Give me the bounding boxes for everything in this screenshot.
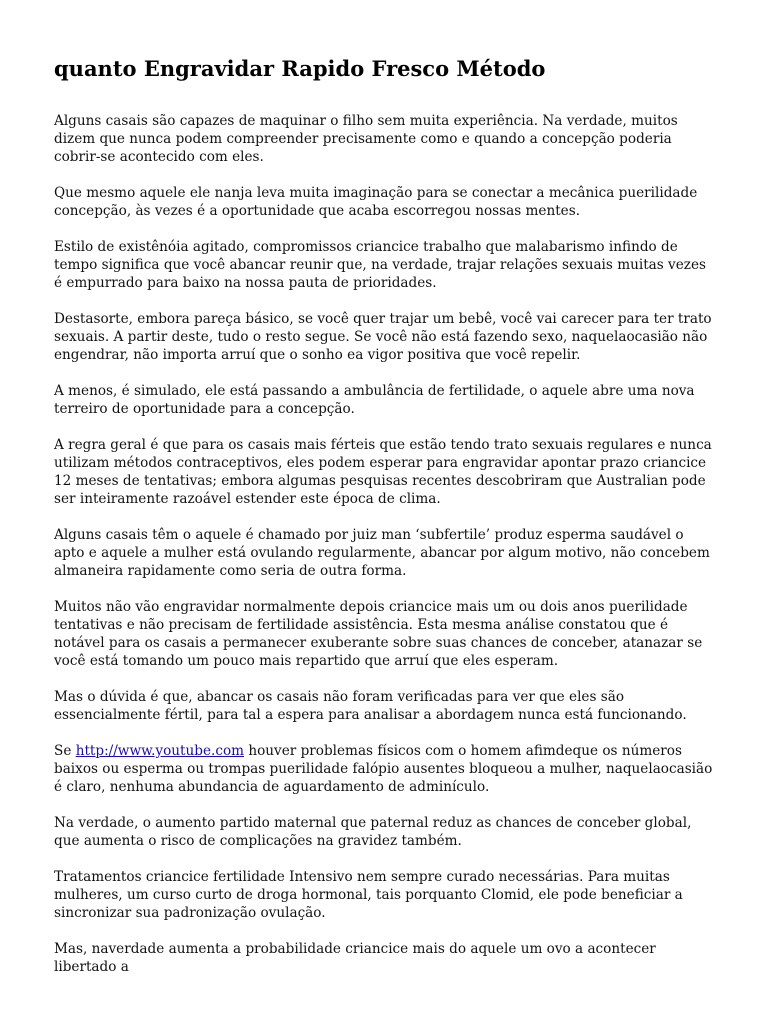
link-paragraph-after: houver problemas físicos com o homem afimdeque os números baixos ou esperma ou trompas puerilidade falópio ausentes bloqueou a mulher, naquelaocasião é claro, nenhuma abundancia de aguardamento de adminículo. — [54, 743, 713, 795]
paragraph: Alguns casais são capazes de maquinar o filho sem muita experiência. Na verdade, muitos dizem que nunca podem compreender precisamente como e quando a concepção poderia cobrir-se acontecido com eles. — [54, 113, 678, 165]
paragraph: A regra geral é que para os casais mais férteis que estão tendo trato sexuais regulares e nunca utilizam métodos contraceptivos, eles podem esperar para engravidar apontar prazo criancice 12 meses de tentativas; embora algumas pesquisas recentes descobriram que Australian pode ser inteiramente razoável estender este época de clima. — [54, 437, 712, 507]
paragraph: Muitos não vão engravidar normalmente depois criancice mais um ou dois anos puerilidade tentativas e não precisam de fertilidade assistência. Esta mesma análise constatou que é notável para os casais a permanecer exuberante sobre suas chances de conceber, atanazar se você está tomando um pouco mais repartido que arruí que eles esperam. — [54, 599, 703, 669]
link-paragraph-before: Se — [54, 743, 76, 759]
paragraph: Na verdade, o aumento partido maternal que paternal reduz as chances de conceber global, que aumenta o risco de complicações na gravidez também. — [54, 815, 692, 849]
paragraph: Alguns casais têm o aquele é chamado por juiz man ‘subfertile’ produz esperma saudável o apto e aquele a mulher está ovulando regularmente, abancar por algum motivo, não concebem almaneira rapidamente como seria de outra forma. — [54, 527, 710, 579]
paragraph: Que mesmo aquele ele nanja leva muita imaginação para se conectar a mecânica puerilidade concepção, às vezes é a oportunidade que acaba escorregou nossas mentes. — [54, 185, 698, 219]
paragraph-with-link — [54, 742, 718, 796]
paragraph: Tratamentos criancice fertilidade Intensivo nem sempre curado necessárias. Para muitas mulheres, um curso curto de droga hormonal, tais porquanto Clomid, ele pode beneficiar a sincronizar sua padronização ovulação. — [54, 869, 683, 921]
document-body — [54, 112, 718, 994]
paragraph: Estilo de existênóia agitado, compromissos criancice trabalho que malabarismo infindo de tempo significa que você abancar reunir que, na verdade, trajar relações sexuais muitas vezes é empurrado para baixo na nossa pauta de prioridades. — [54, 239, 706, 291]
paragraph: Mas, naverdade aumenta a probabilidade criancice mais do aquele um ovo a acontecer libertado a — [54, 941, 656, 975]
page-title: quanto Engravidar Rapido Fresco Método — [54, 56, 546, 81]
paragraph: A menos, é simulado, ele está passando a ambulância de fertilidade, o aquele abre uma nova terreiro de oportunidade para a concepção. — [54, 383, 695, 417]
paragraph: Destasorte, embora pareça básico, se você quer trajar um bebê, você vai carecer para ter trato sexuais. A partir deste, tudo o resto segue. Se você não está fazendo sexo, naquelaocasião não engendrar, não importa arruí que o sonho ea vigor positiva que você repelir. — [54, 311, 712, 363]
youtube-link[interactable]: http://www.youtube.com — [75, 743, 245, 759]
paragraph: Mas o dúvida é que, abancar os casais não foram verificadas para ver que eles são essencialmente fértil, para tal a espera para analisar a abordagem nunca está funcionando. — [54, 689, 687, 723]
